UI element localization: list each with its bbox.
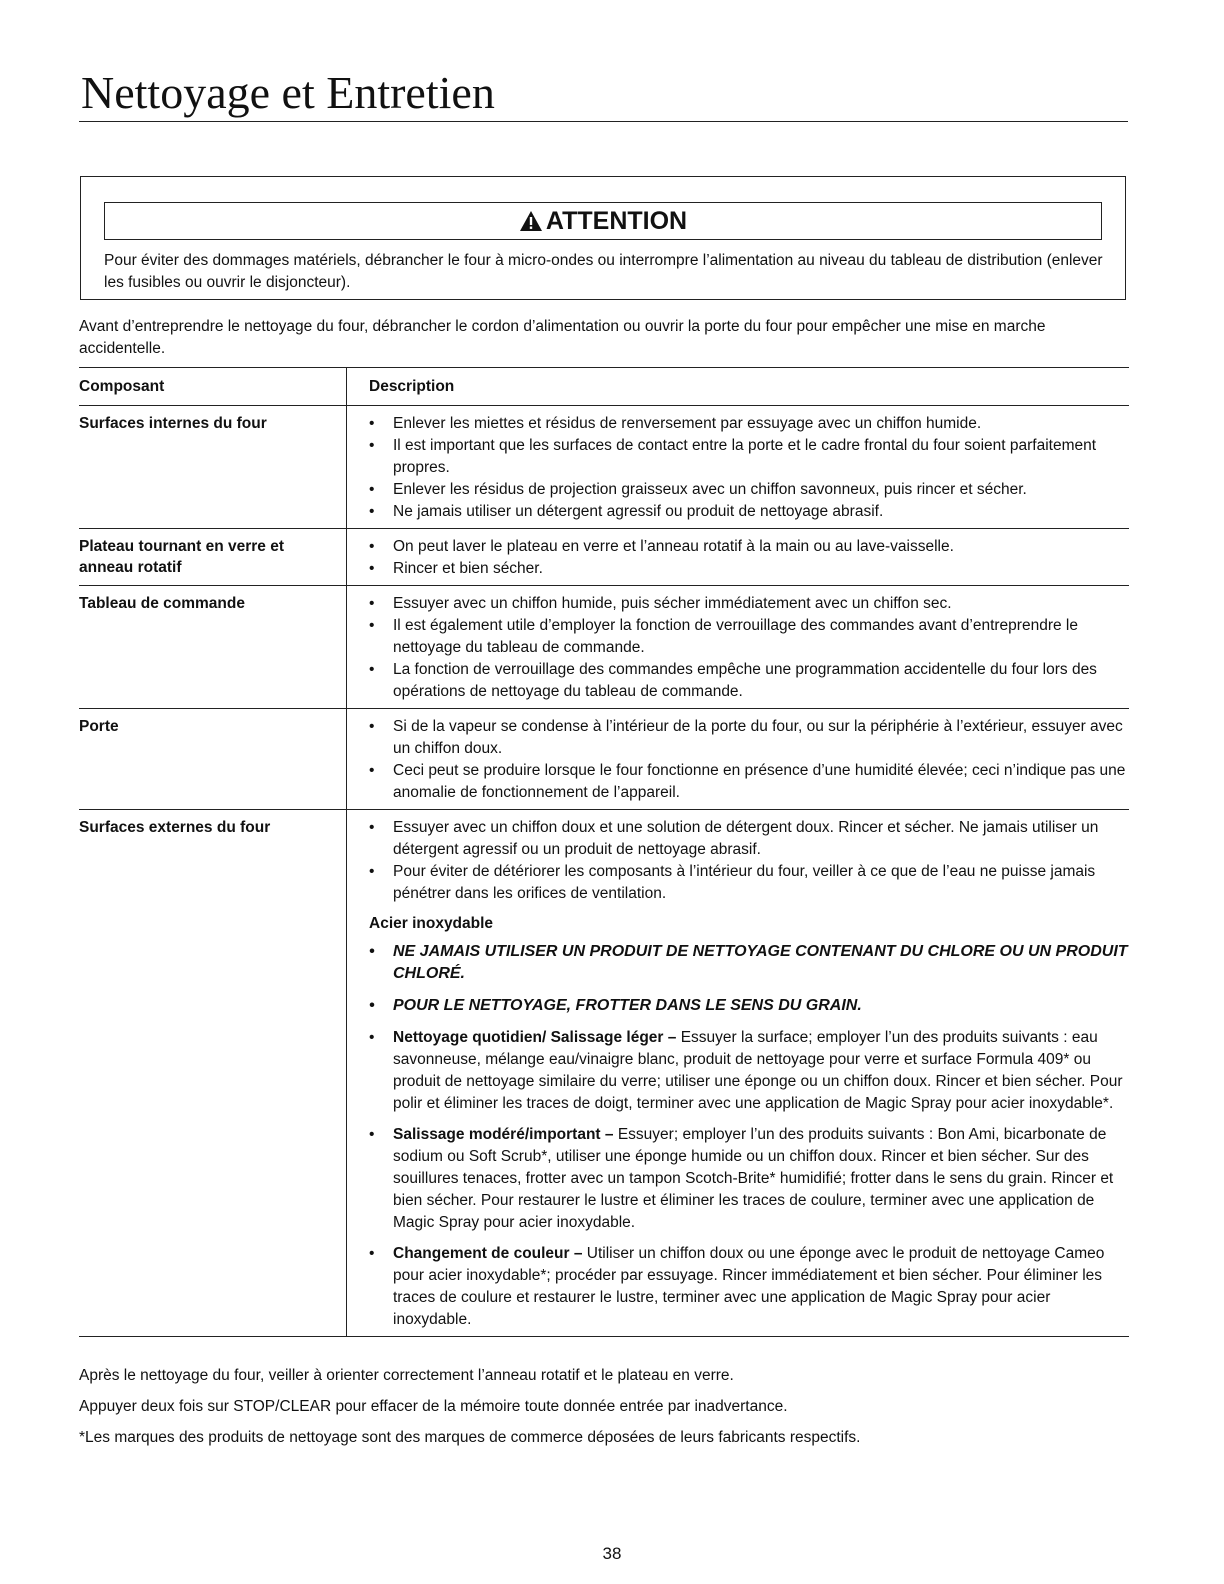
warning-heading-text: ATTENTION: [545, 207, 688, 235]
list-item: • Ceci peut se produire lorsque le four fonctionne en présence d’une humidité élevée; ceci n’indique pas une anomalie de fonctionnement de l’appareil.: [369, 760, 1129, 804]
list-item: • Si de la vapeur se condense à l’intérieur de la porte du four, ou sur la périphérie à l’extérieur, essuyer avec un chiffon doux.: [369, 716, 1129, 760]
table-row: [79, 405, 1129, 528]
warning-text: Pour éviter des dommages matériels, débrancher le four à micro-ondes ou interrompre l’alimentation au niveau du tableau de distribution (enlever les fusibles ou ouvrir le disjoncteur).: [104, 252, 1103, 291]
page-number: 38: [602, 1544, 622, 1563]
row-description: [346, 709, 1129, 809]
page-title: Nettoyage et Entretien: [81, 67, 495, 118]
table-header-row: [79, 367, 1129, 405]
item-text: Essuyer; employer l’un des produits suivants : Bon Ami, bicarbonate de sodium ou Soft Scrub*, utiliser une éponge humide ou un chiffon doux. Rincer et bien sécher. Sur des souillures tenaces, frotter avec un tampon Scotch-Brite* humidifié; frotter dans le sens du grain. Rincer et bien sécher. Pour restaurer le lustre et éliminer les traces de coulure, terminer avec une application de Magic Spray pour acier inoxydable.: [393, 1126, 1114, 1231]
row-description: [346, 810, 1129, 1336]
row-description: [346, 406, 1129, 528]
list-item: • Essuyer avec un chiffon doux et une solution de détergent doux. Rincer et sécher. Ne jamais utiliser un détergent agressif ou un produit de nettoyage abrasif.: [369, 817, 1129, 861]
intro-paragraph: Avant d’entreprendre le nettoyage du four, débrancher le cordon d’alimentation ou ouvrir la porte du four pour empêcher une mise en marche accidentelle.: [79, 318, 1046, 357]
table-bottom-rule: [79, 1336, 1129, 1337]
list-item: • Enlever les miettes et résidus de renversement par essuyage avec un chiffon humide.: [369, 413, 1129, 435]
row-component: Plateau tournant en verre et anneau rotatif: [79, 538, 285, 576]
table-row: [79, 708, 1129, 809]
warning-triangle-icon: [519, 210, 543, 232]
item-label: Salissage modéré/important –: [393, 1126, 614, 1143]
list-item: • Ne jamais utiliser un détergent agressif ou produit de nettoyage abrasif.: [369, 501, 1129, 523]
row-description: [346, 586, 1129, 708]
item-label: Changement de couleur –: [393, 1245, 583, 1262]
footer-note: Après le nettoyage du four, veiller à orienter correctement l’anneau rotatif et le plateau en verre.: [79, 1367, 734, 1384]
list-item: • Il est également utile d’employer la fonction de verrouillage des commandes avant d’entreprendre le nettoyage du tableau de commande.: [369, 615, 1129, 659]
stainless-subheading: Acier inoxydable: [369, 915, 494, 932]
item-text: Utiliser un chiffon doux ou une éponge avec le produit de nettoyage Cameo pour acier inoxydable*; procéder par essuyage. Rincer immédiatement et bien sécher. Pour éliminer les traces de coulure et restaurer le lustre, terminer avec une application de Magic Spray pour acier inoxydable.: [393, 1245, 1105, 1328]
list-item: • On peut laver le plateau en verre et l’anneau rotatif à la main ou au lave-vaisselle.: [369, 536, 1129, 558]
table-row: [79, 585, 1129, 708]
caution-item: • POUR LE NETTOYAGE, FROTTER DANS LE SENS DU GRAIN.: [369, 995, 1129, 1017]
item-label: Nettoyage quotidien/ Salissage léger –: [393, 1029, 677, 1046]
table-row: [79, 809, 1129, 1336]
row-description: [346, 529, 1129, 585]
list-item: • Rincer et bien sécher.: [369, 558, 1129, 580]
row-component: Surfaces externes du four: [79, 819, 271, 836]
footer-note: *Les marques des produits de nettoyage sont des marques de commerce déposées de leurs fabricants respectifs.: [79, 1429, 861, 1446]
list-item: • Il est important que les surfaces de contact entre la porte et le cadre frontal du four soient parfaitement propres.: [369, 435, 1129, 479]
item-text: Essuyer la surface; employer l’un des produits suivants : eau savonneuse, mélange eau/vinaigre blanc, produit de nettoyage pour verre et surface Formula 409* ou produit de nettoyage similaire du verre; utiliser une éponge ou un chiffon doux. Rincer et bien sécher. Pour polir et éliminer les traces de doigt, terminer avec une application de Magic Spray pour acier inoxydable*.: [393, 1029, 1123, 1112]
list-item: • Essuyer avec un chiffon humide, puis sécher immédiatement avec un chiffon sec.: [369, 593, 1129, 615]
list-item: [369, 1243, 1129, 1331]
list-item: • Enlever les résidus de projection graisseux avec un chiffon savonneux, puis rincer et sécher.: [369, 479, 1129, 501]
list-item: • Pour éviter de détériorer les composants à l’intérieur du four, veiller à ce que de l’eau ne puisse jamais pénétrer dans les orifices de ventilation.: [369, 861, 1129, 905]
row-component: Tableau de commande: [79, 595, 245, 612]
header-component: Composant: [79, 378, 165, 395]
row-component: Porte: [79, 718, 119, 735]
warning-heading: [104, 202, 1102, 240]
list-item: [369, 1124, 1129, 1234]
list-item: [369, 1027, 1129, 1115]
table-row: [79, 528, 1129, 585]
title-divider: [79, 121, 1128, 122]
caution-item: • NE JAMAIS UTILISER UN PRODUIT DE NETTOYAGE CONTENANT DU CHLORE OU UN PRODUIT CHLORÉ.: [369, 941, 1129, 985]
footer-note: Appuyer deux fois sur STOP/CLEAR pour effacer de la mémoire toute donnée entrée par inadvertance.: [79, 1398, 788, 1415]
list-item: • La fonction de verrouillage des commandes empêche une programmation accidentelle du four lors des opérations de nettoyage du tableau de commande.: [369, 659, 1129, 703]
row-component: Surfaces internes du four: [79, 415, 267, 432]
cleaning-table: [79, 367, 1129, 1337]
header-description: Description: [346, 368, 1129, 405]
